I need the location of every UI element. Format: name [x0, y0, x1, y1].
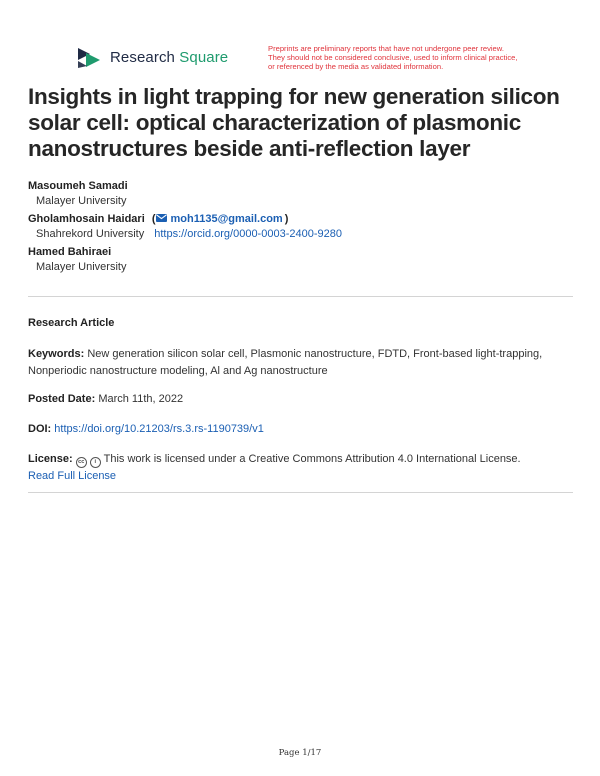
author-name: Masoumeh Samadi [28, 180, 128, 192]
envelope-icon [156, 214, 167, 222]
preprint-notice-line: Preprints are preliminary reports that have not undergone peer review. [268, 44, 504, 53]
paper-title [28, 84, 573, 162]
cc-icon: cc [76, 457, 87, 468]
doi [28, 421, 576, 438]
email-paren-open: ( [151, 213, 156, 225]
keywords [28, 346, 576, 380]
preprint-notice-line: or referenced by the media as validated information. [268, 62, 444, 71]
article-type-label: Research Article [28, 317, 115, 329]
title-line: Insights in light trapping for new generation silicon [28, 84, 560, 109]
preprint-notice-line: They should not be considered conclusive, used to inform clinical practice, [268, 53, 518, 62]
divider [28, 492, 573, 493]
article-type [28, 315, 576, 332]
logo-text [110, 49, 228, 66]
orcid-link[interactable]: https://orcid.org/0000-0003-2400-9280 [154, 228, 342, 240]
divider [28, 296, 573, 297]
page-number: Page 1/17 [278, 748, 322, 758]
keywords-value: New generation silicon solar cell, Plasmonic nanostructure, FDTD, Front-based light-trapping, Nonperiodic nanostructure modeling, Al and Ag nanostructure [28, 348, 543, 377]
doi-link[interactable]: https://doi.org/10.21203/rs.3.rs-1190739/v1 [54, 423, 264, 435]
author-name: Hamed Bahiraei [28, 246, 112, 258]
license-text: This work is licensed under a Creative Commons Attribution 4.0 International License. [103, 453, 521, 465]
author-affiliation: Shahrekord University [36, 228, 145, 240]
posted-date [28, 391, 576, 408]
author-affiliation: Malayer University [36, 261, 127, 273]
title-line: nanostructures beside anti-reflection layer [28, 136, 471, 161]
read-full-license-link[interactable]: Read Full License [28, 470, 117, 482]
author-email-link[interactable] [155, 213, 282, 225]
title-line: solar cell: optical characterization of plasmonic [28, 110, 521, 135]
logo-text-square: Square [179, 48, 229, 66]
posted-date-label: Posted Date: [28, 393, 96, 405]
author-email: moh1135@gmail.com [170, 213, 283, 225]
author-affiliation: Malayer University [36, 195, 127, 207]
keywords-label: Keywords: [28, 348, 85, 360]
logo-text-research: Research [110, 48, 175, 66]
license-label: License: [28, 453, 73, 465]
research-square-logo-icon [76, 46, 102, 68]
license [28, 451, 576, 485]
posted-date-value: March 11th, 2022 [98, 393, 184, 405]
preprint-notice [268, 44, 558, 71]
email-paren-close: ) [284, 213, 289, 225]
author-name: Gholamhosain Haidari [28, 213, 145, 225]
author-list [28, 179, 342, 275]
research-square-logo[interactable] [76, 46, 228, 68]
by-icon: i [90, 457, 101, 468]
doi-label: DOI: [28, 423, 52, 435]
